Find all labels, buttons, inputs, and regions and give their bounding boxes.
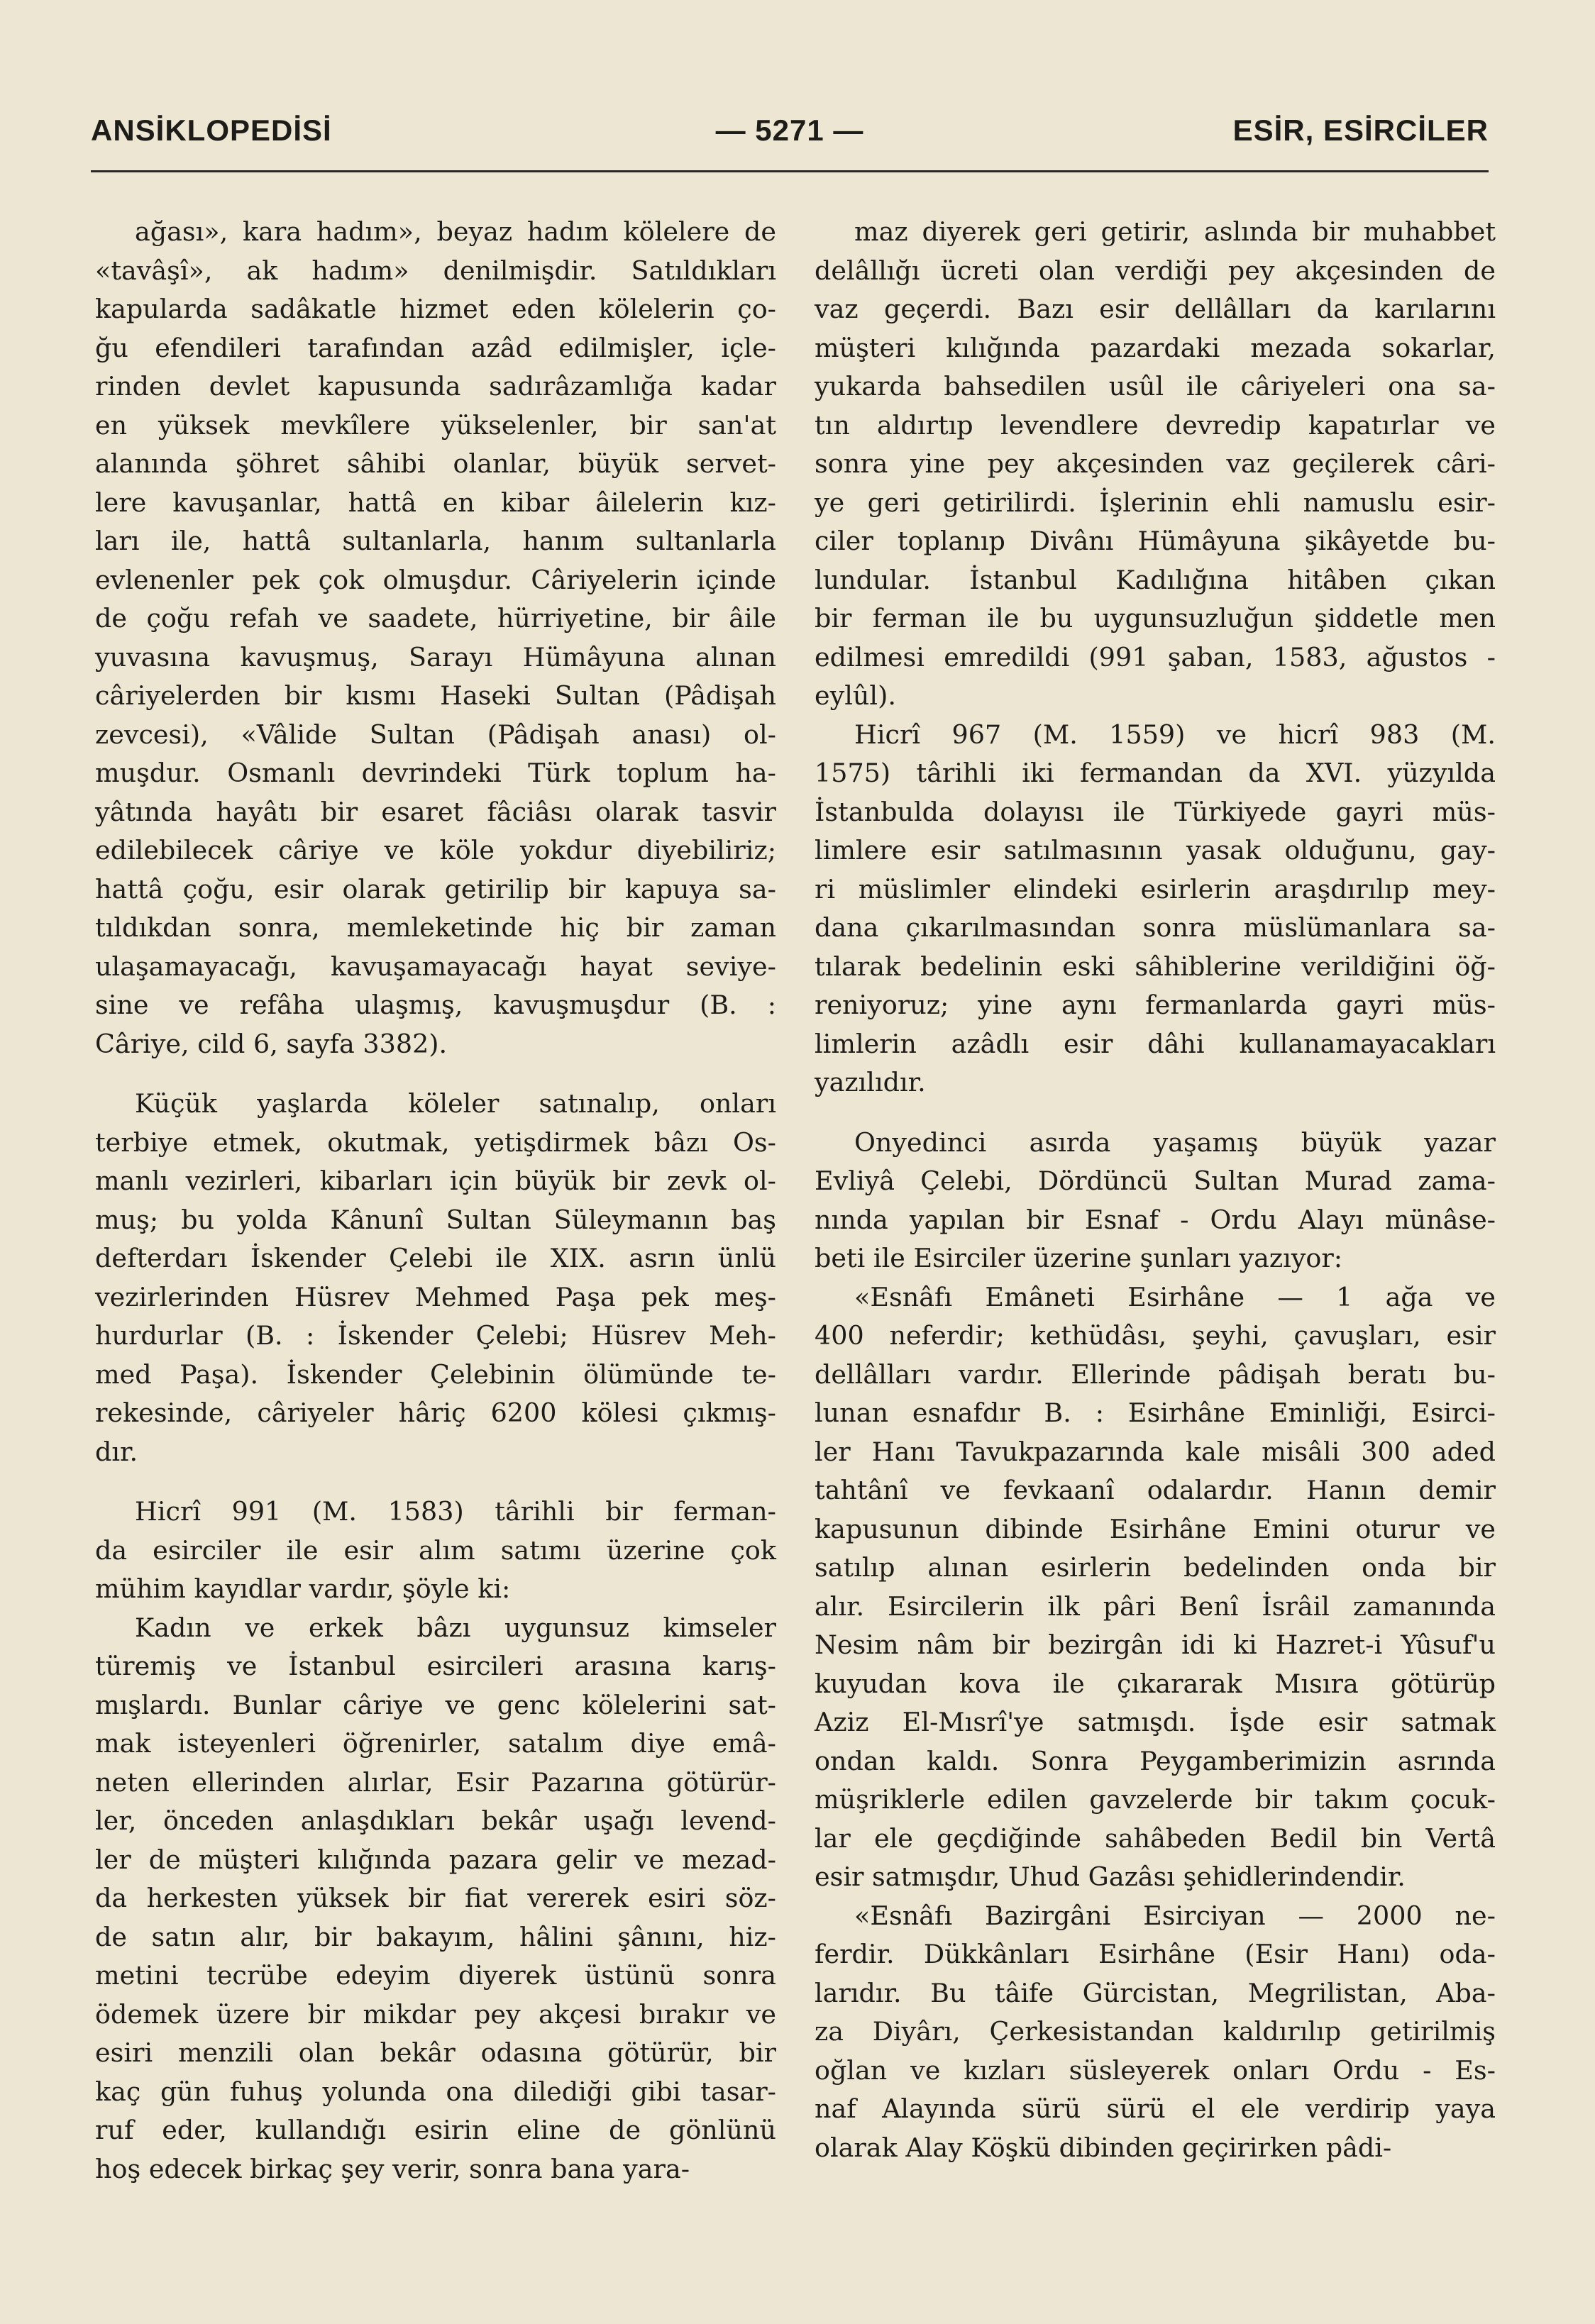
- text-line: yuvasına kavuşmuş, Sarayı Hümâyuna alınan: [95, 641, 776, 673]
- text-line: esir satmışdır, Uhud Gazâsı şehidlerindendir.: [815, 1861, 1406, 1892]
- text-line: ondan kaldı. Sonra Peygamberimizin asrında: [815, 1745, 1496, 1776]
- text-line: muşdur. Osmanlı devrindeki Türk toplum ha-: [95, 758, 776, 788]
- left-column: [95, 213, 776, 2189]
- text-line: ödemek üzere bir mikdar pey akçesi bırakır ve: [95, 1998, 776, 2030]
- text-line: en yüksek mevkîlere yükselenler, bir san'at: [95, 409, 776, 441]
- text-line: Kadın ve erkek bâzı uygunsuz kimseler: [135, 1612, 776, 1643]
- text-line: rekesinde, câriyeler hâriç 6200 kölesi çıkmış-: [95, 1398, 776, 1428]
- text-line: edilmesi emredildi (991 şaban, 1583, ağustos -: [815, 641, 1496, 673]
- text-line: tılarak bedelinin eski sâhiblerine verildiğini öğ-: [815, 951, 1496, 982]
- text-line: edilebilecek câriye ve köle yokdur diyebiliriz;: [95, 835, 776, 865]
- text-line: olarak Alay Köşkü dibinden geçirirken pâdi-: [815, 2132, 1392, 2163]
- header-left: ANSİKLOPEDİSİ: [91, 114, 332, 147]
- text-line: yazılıdır.: [815, 1067, 926, 1097]
- text-line: oğlan ve kızları süsleyerek onları Ordu - Es-: [815, 2054, 1496, 2086]
- text-line: za Diyârı, Çerkesistandan kaldırılıp getirilmiş: [815, 2016, 1496, 2047]
- text-line: lere kavuşanlar, hattâ en kibar âilelerin kız-: [95, 487, 776, 518]
- paragraph: [815, 1124, 1496, 1278]
- text-line: kapusunun dibinde Esirhâne Emini oturur ve: [815, 1513, 1496, 1544]
- text-line: Küçük yaşlarda köleler satınalıp, onları: [135, 1088, 776, 1119]
- text-line: sine ve refâha ulaşmış, kavuşmuşdur (B. :: [95, 990, 776, 1020]
- text-line: alır. Esircilerin ilk pâri Benî İsrâil zamanında: [815, 1590, 1496, 1622]
- text-line: Aziz El-Mısrî'ye satmışdı. İşde esir satmak: [815, 1707, 1496, 1737]
- text-line: İstanbulda dolayısı ile Türkiyede gayri müs-: [815, 796, 1496, 827]
- paragraph: [815, 1897, 1496, 2168]
- text-line: ulaşamayacağı, kavuşamayacağı hayat seviye-: [95, 951, 776, 982]
- text-line: «Esnâfı Bazirgâni Esirciyan — 2000 ne-: [854, 1900, 1496, 1931]
- text-line: tahtânî ve fevkaanî odalardır. Hanın demir: [815, 1475, 1496, 1505]
- text-line: mühim kayıdlar vardır, şöyle ki:: [95, 1573, 511, 1604]
- text-line: da esirciler ile esir alım satımı üzerine çok: [95, 1534, 776, 1566]
- text-line: hoş edecek birkaç şey verir, sonra bana yara-: [95, 2153, 690, 2184]
- text-line: mışlardı. Bunlar câriye ve genc kölelerini sat-: [95, 1689, 776, 1720]
- text-line: de satın alır, bir bakayım, hâlini şânını, hiz-: [95, 1921, 776, 1952]
- text-line: defterdarı İskender Çelebi ile XIX. asrın ünlü: [95, 1243, 776, 1273]
- text-line: reniyoruz; yine aynı fermanlarda gayri müs-: [815, 990, 1496, 1020]
- text-line: muş; bu yolda Kânunî Sultan Süleymanın baş: [95, 1204, 776, 1235]
- text-line: ağası», kara hadım», beyaz hadım kölelere de: [135, 216, 776, 247]
- text-line: ler, önceden anlaşdıkları bekâr uşağı levend-: [95, 1805, 776, 1836]
- text-line: lar ele geçdiğinde sahâbeden Bedil bin Vertâ: [815, 1822, 1496, 1854]
- text-line: ğu efendileri tarafından azâd edilmişler, içle-: [95, 332, 776, 363]
- paragraph-gap: [95, 1471, 776, 1493]
- text-line: müşteri kılığında pazardaki mezada sokarlar,: [815, 332, 1496, 363]
- text-line: hurdurlar (B. : İskender Çelebi; Hüsrev Meh-: [95, 1320, 776, 1351]
- right-column: [815, 213, 1496, 2167]
- text-line: larıdır. Bu tâife Gürcistan, Megrilistan, Aba-: [815, 1977, 1496, 2008]
- header-right: ESİR, ESİRCİLER: [1232, 114, 1489, 147]
- paragraph: [95, 213, 776, 1063]
- text-line: «Esnâfı Emâneti Esirhâne — 1 ağa ve: [854, 1281, 1496, 1312]
- paragraph: [815, 1278, 1496, 1897]
- text-line: Evliyâ Çelebi, Dördüncü Sultan Murad zama-: [815, 1166, 1496, 1196]
- text-line: Onyedinci asırda yaşamış büyük yazar: [854, 1127, 1496, 1158]
- text-line: yukarda bahsedilen usûl ile câriyeleri ona sa-: [815, 371, 1496, 402]
- text-line: kuyudan kova ile çıkararak Mısıra götürüp: [815, 1668, 1496, 1699]
- text-line: tıldıkdan sonra, memleketinde hiç bir zaman: [95, 912, 776, 943]
- text-line: Nesim nâm bir bezirgân idi ki Hazret-i Yûsuf'u: [815, 1629, 1496, 1660]
- paragraph: [815, 213, 1496, 716]
- text-line: dellâlları vardır. Ellerinde pâdişah beratı bu-: [815, 1359, 1496, 1390]
- text-line: ferdir. Dükkânları Esirhâne (Esir Hanı) oda-: [815, 1939, 1496, 1969]
- text-line: bir ferman ile bu uygunsuzluğun şiddetle men: [815, 603, 1496, 633]
- text-line: metini tecrübe edeyim diyerek üstünü sonra: [95, 1960, 776, 1991]
- text-line: satılıp alınan esirlerin bedelinden onda bir: [815, 1552, 1496, 1583]
- text-line: Câriye, cild 6, sayfa 3382).: [95, 1028, 448, 1059]
- text-line: kapularda sadâkatle hizmet eden kölelerin ço-: [95, 294, 776, 324]
- text-line: ları ile, hattâ sultanlarla, hanım sultanlarla: [95, 526, 776, 556]
- text-line: ler Hanı Tavukpazarında kale misâli 300 aded: [815, 1436, 1496, 1467]
- text-line: esiri menzili olan bekâr odasına götürür, bir: [95, 2037, 776, 2068]
- text-line: kaç gün fuhuş yolunda ona dilediği gibi tasar-: [95, 2076, 776, 2107]
- text-line: da herkesten yüksek bir fiat vererek esiri söz-: [95, 1883, 776, 1913]
- text-line: alanında şöhret sâhibi olanlar, büyük servet-: [95, 448, 776, 479]
- text-line: mak isteyenleri öğrenirler, satalım diye emâ-: [95, 1728, 776, 1759]
- page-number: — 5271 —: [715, 114, 864, 147]
- paragraph-gap: [815, 1102, 1496, 1124]
- paragraph: [95, 1085, 776, 1471]
- text-line: limlerin azâdlı esir dâhi kullanamayacakları: [815, 1028, 1496, 1059]
- text-line: hattâ çoğu, esir olarak getirilip bir kapuya sa-: [95, 873, 776, 904]
- text-line: naf Alayında sürü sürü el ele verdirip yaya: [815, 2093, 1496, 2124]
- text-line: dana çıkarılmasından sonra müslümanlara sa-: [815, 912, 1496, 943]
- text-line: müşriklerle edilen gavzelerde bir takım çocuk-: [815, 1784, 1496, 1815]
- text-line: lunan esnafdır B. : Esirhâne Eminliği, Esirci-: [815, 1398, 1496, 1428]
- text-line: neten ellerinden alırlar, Esir Pazarına götürür-: [95, 1766, 776, 1798]
- text-line: ri müslimler elindeki esirlerin araşdırılıp mey-: [815, 873, 1496, 904]
- text-line: rinden devlet kapusunda sadırâzamlığa kadar: [95, 371, 776, 402]
- text-line: ciler toplanıp Divânı Hümâyuna şikâyetde bu-: [815, 526, 1496, 556]
- text-line: Hicrî 967 (M. 1559) ve hicrî 983 (M.: [854, 719, 1496, 750]
- text-line: vezirlerinden Hüsrev Mehmed Paşa pek meş-: [95, 1281, 776, 1312]
- paragraph: [815, 716, 1496, 1102]
- text-line: lundular. İstanbul Kadılığına hitâben çıkan: [815, 564, 1496, 595]
- text-line: limlere esir satılmasının yasak olduğunu, gay-: [815, 835, 1496, 865]
- text-line: eylûl).: [815, 680, 896, 711]
- paragraph-gap: [95, 1063, 776, 1085]
- text-line: beti ile Esirciler üzerine şunları yazıyor:: [815, 1243, 1343, 1273]
- text-line: ruf eder, kullandığı esirin eline de gönlünü: [95, 2115, 776, 2145]
- text-line: zevcesi), «Vâlide Sultan (Pâdişah anası) ol-: [95, 719, 776, 750]
- text-line: evlenenler pek çok olmuşdur. Câriyelerin içinde: [95, 564, 776, 595]
- text-line: tın aldırtıp levendlere devredip kapatırlar ve: [815, 409, 1496, 441]
- header-rule: [91, 170, 1489, 172]
- paragraph: [95, 1493, 776, 1609]
- paragraph: [95, 1609, 776, 2189]
- text-line: türemiş ve İstanbul esircileri arasına karış-: [95, 1651, 776, 1681]
- text-line: vaz geçerdi. Bazı esir dellâlları da karılarını: [815, 294, 1496, 324]
- text-line: 400 neferdir; kethüdâsı, şeyhi, çavuşları, esir: [815, 1320, 1496, 1351]
- text-line: ye geri getirilirdi. İşlerinin ehli namuslu esir-: [815, 487, 1496, 518]
- text-line: ler de müşteri kılığında pazara gelir ve mezad-: [95, 1844, 776, 1875]
- text-line: manlı vezirleri, kibarları için büyük bir zevk ol-: [95, 1166, 776, 1196]
- text-line: maz diyerek geri getirir, aslında bir muhabbet: [854, 216, 1496, 247]
- text-line: yâtında hayâtı bir esaret fâciâsı olarak tasvir: [95, 796, 776, 827]
- text-line: Hicrî 991 (M. 1583) târihli bir ferman-: [135, 1496, 776, 1527]
- text-line: med Paşa). İskender Çelebinin ölümünde te-: [95, 1359, 776, 1390]
- running-head: [91, 114, 1489, 159]
- text-line: sonra yine pey akçesinden vaz geçilerek câri-: [815, 448, 1496, 479]
- text-line: delâllığı ücreti olan verdiği pey akçesinden de: [815, 255, 1496, 286]
- text-line: 1575) târihli iki fermandan da XVI. yüzyılda: [815, 758, 1496, 788]
- text-line: de çoğu refah ve saadete, hürriyetine, bir âile: [95, 603, 776, 633]
- text-line: dır.: [95, 1436, 138, 1467]
- text-line: «tavâşî», ak hadım» denilmişdir. Satıldıkları: [95, 255, 776, 286]
- text-line: terbiye etmek, okutmak, yetişdirmek bâzı Os-: [95, 1127, 776, 1158]
- text-line: câriyelerden bir kısmı Haseki Sultan (Pâdişah: [95, 680, 776, 711]
- text-line: nında yapılan bir Esnaf - Ordu Alayı münâse-: [815, 1204, 1496, 1235]
